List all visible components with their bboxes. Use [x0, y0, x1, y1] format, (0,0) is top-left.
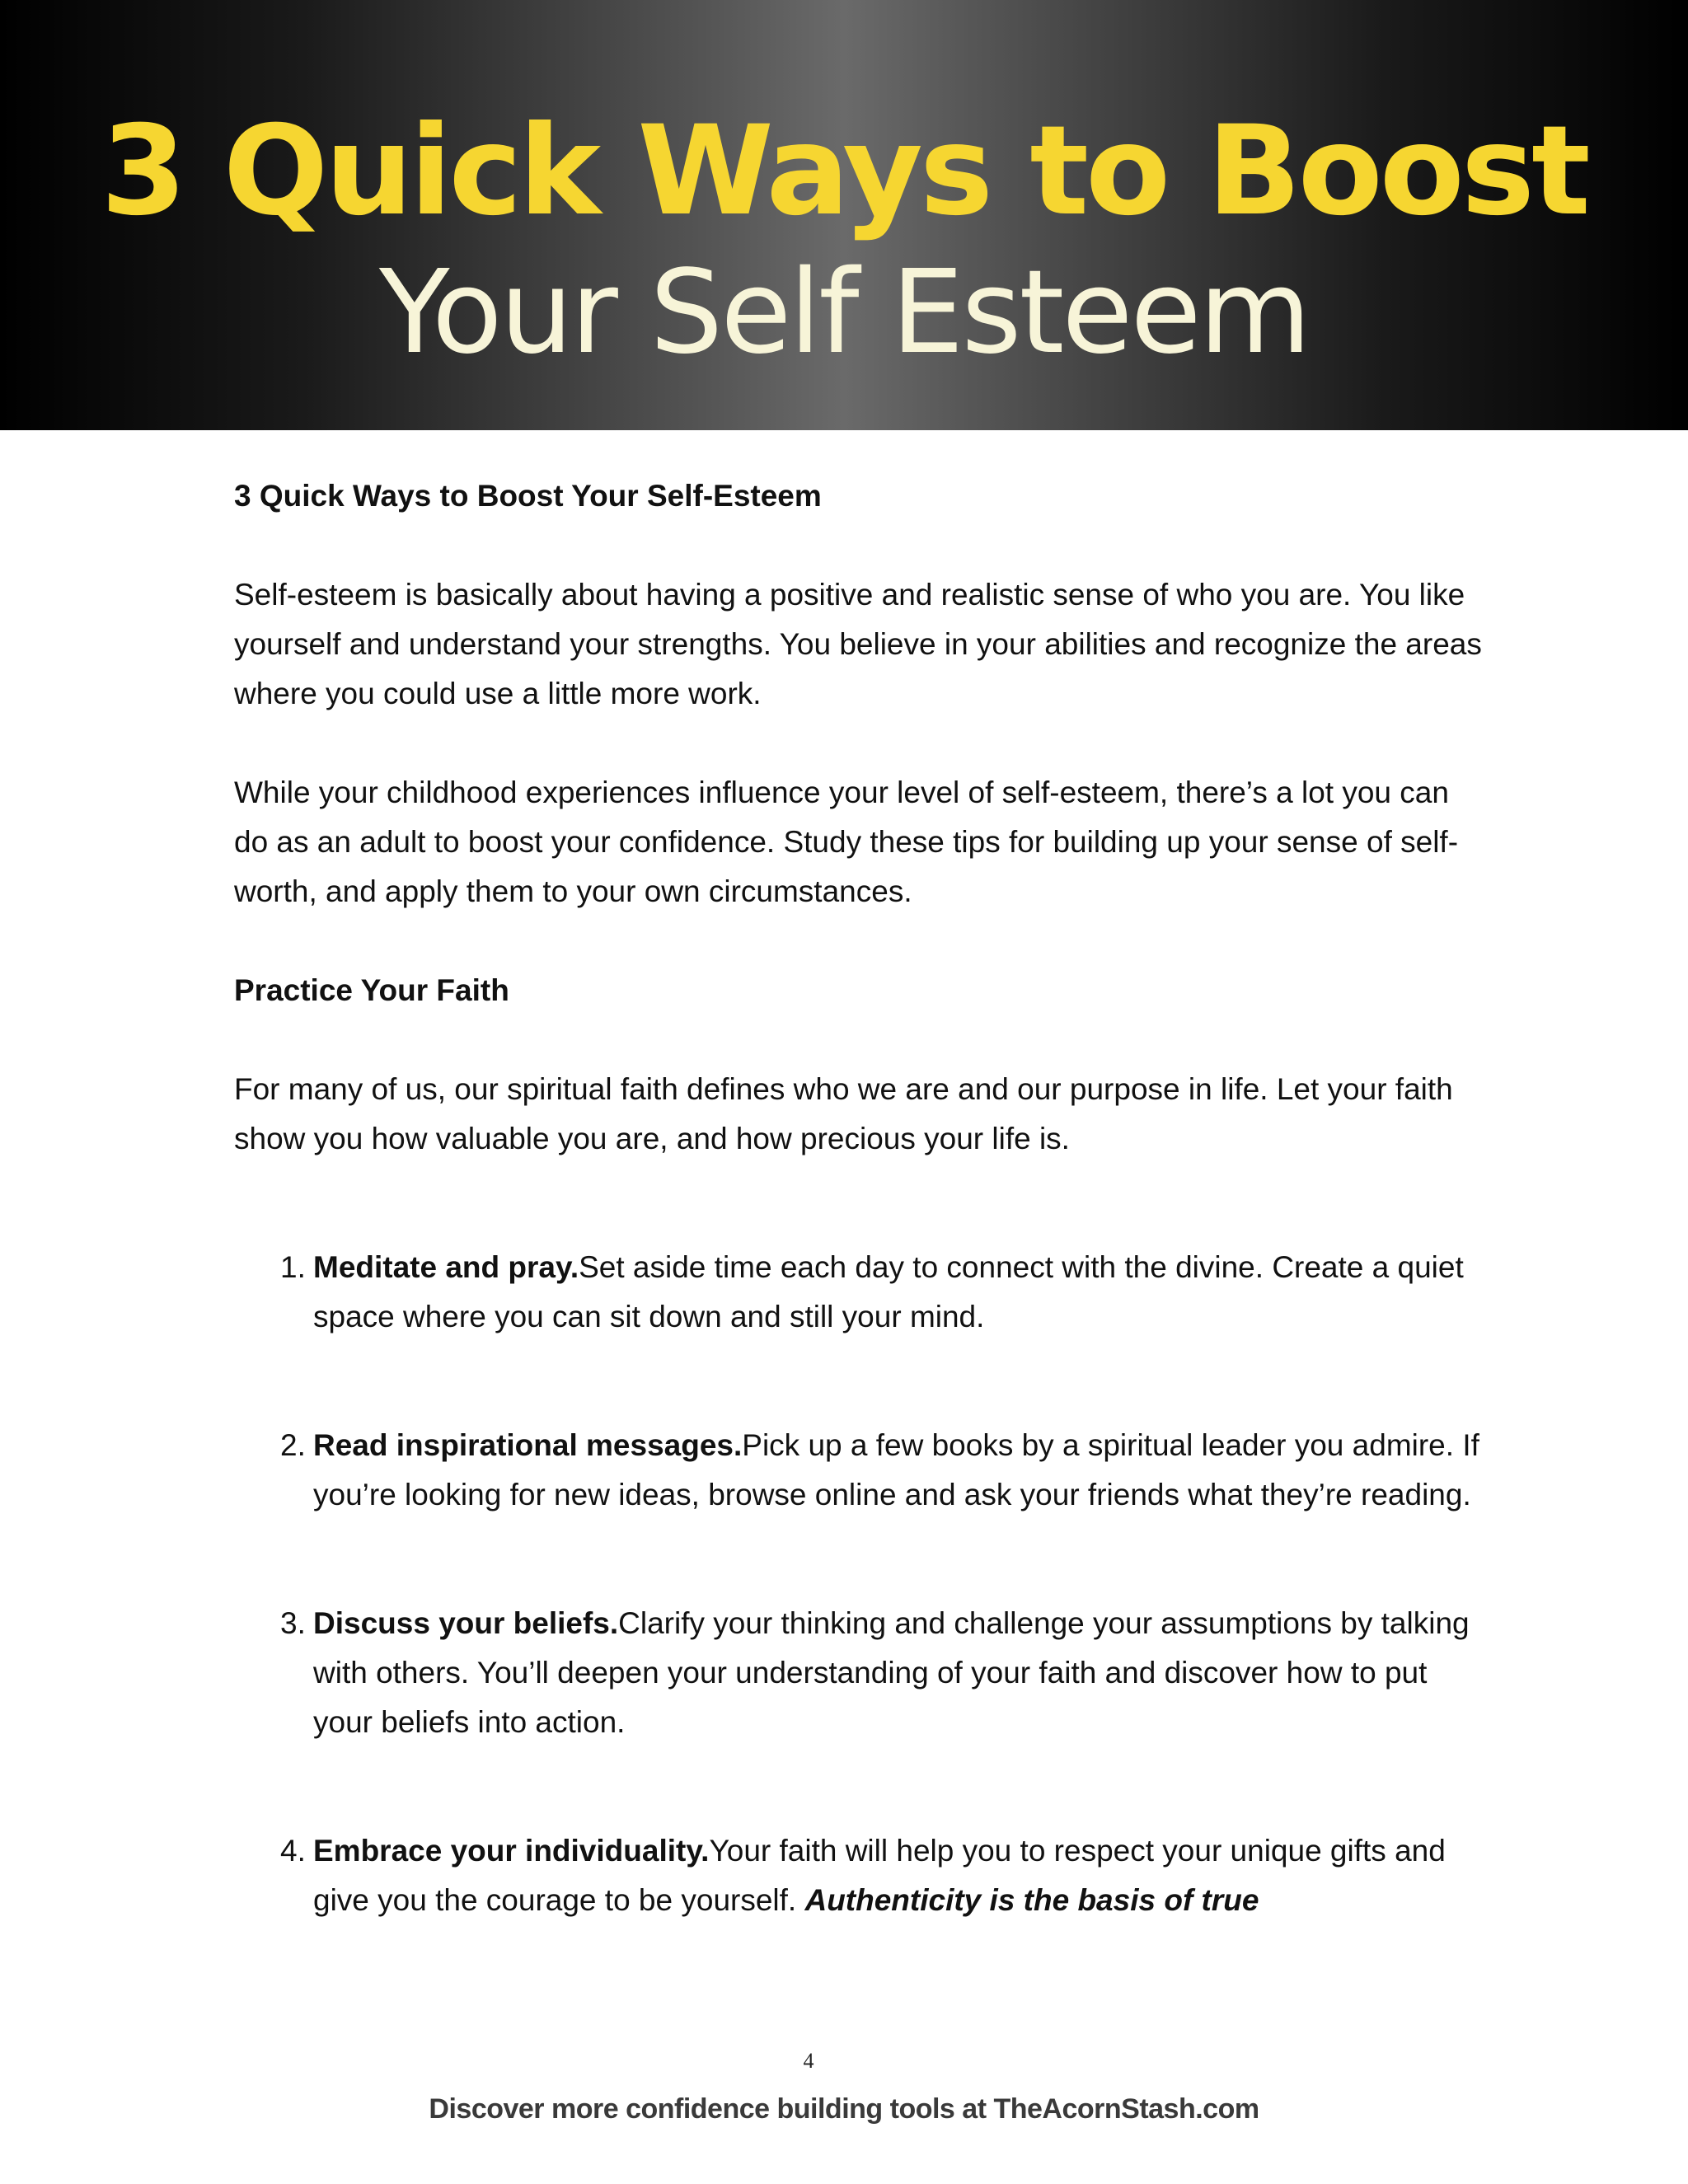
list-item-text: Your faith will help you to respect your unique gifts and give you the courage to be yourself.: [313, 1834, 1446, 1917]
list-item-text: Pick up a few books by a spiritual leader you admire. If you’re looking for new ideas, browse online and ask your friends what they’re reading.: [313, 1428, 1479, 1511]
list-item: [234, 1243, 1487, 1342]
list-item-text: Set aside time each day to connect with the divine. Create a quiet space where you can sit down and still your mind.: [313, 1250, 1464, 1333]
section-heading: Practice Your Faith: [234, 973, 509, 1007]
list-item-title: Discuss your beliefs.: [313, 1606, 619, 1640]
list-item-number: 1.: [280, 1250, 306, 1284]
list-item: [234, 1421, 1487, 1520]
list-item: [234, 1826, 1487, 1925]
article-body: [234, 471, 1487, 1925]
faith-tips-list: [234, 1243, 1487, 1925]
list-item-emphasis: Authenticity is the basis of true: [804, 1883, 1259, 1917]
list-item-title: Meditate and pray.: [313, 1250, 579, 1284]
list-item-number: 4.: [280, 1834, 306, 1868]
intro-paragraph-1: Self-esteem is basically about having a positive and realistic sense of who you are. You like yourself and understand your strengths. You believe in your abilities and recognize the areas where you could use a little more work.: [234, 578, 1482, 710]
footer-promo: Discover more confidence building tools at TheAcornStash.com: [429, 2093, 1259, 2125]
article-heading: 3 Quick Ways to Boost Your Self-Esteem: [234, 479, 822, 513]
banner-title-line1: 3 Quick Ways to Boost: [101, 100, 1587, 243]
section-paragraph: For many of us, our spiritual faith defines who we are and our purpose in life. Let your faith show you how valuable you are, and how precious your life is.: [234, 1072, 1453, 1155]
intro-paragraph-2: While your childhood experiences influence your level of self-esteem, there’s a lot you can do as an adult to boost your confidence. Study these tips for building up your sense of self-worth, and apply them to your own circumstances.: [234, 776, 1459, 908]
list-item: [234, 1599, 1487, 1747]
title-banner: [0, 0, 1688, 430]
list-item-text: Clarify your thinking and challenge your assumptions by talking with others. You’ll deepen your understanding of your faith and discover how to put your beliefs into action.: [313, 1606, 1470, 1739]
list-item-title: Embrace your individuality.: [313, 1834, 710, 1868]
banner-title-line2: Your Self Esteem: [379, 246, 1309, 380]
list-item-number: 3.: [280, 1606, 306, 1640]
list-item-title: Read inspirational messages.: [313, 1428, 743, 1462]
list-item-number: 2.: [280, 1428, 306, 1462]
page-number: 4: [803, 2049, 814, 2073]
